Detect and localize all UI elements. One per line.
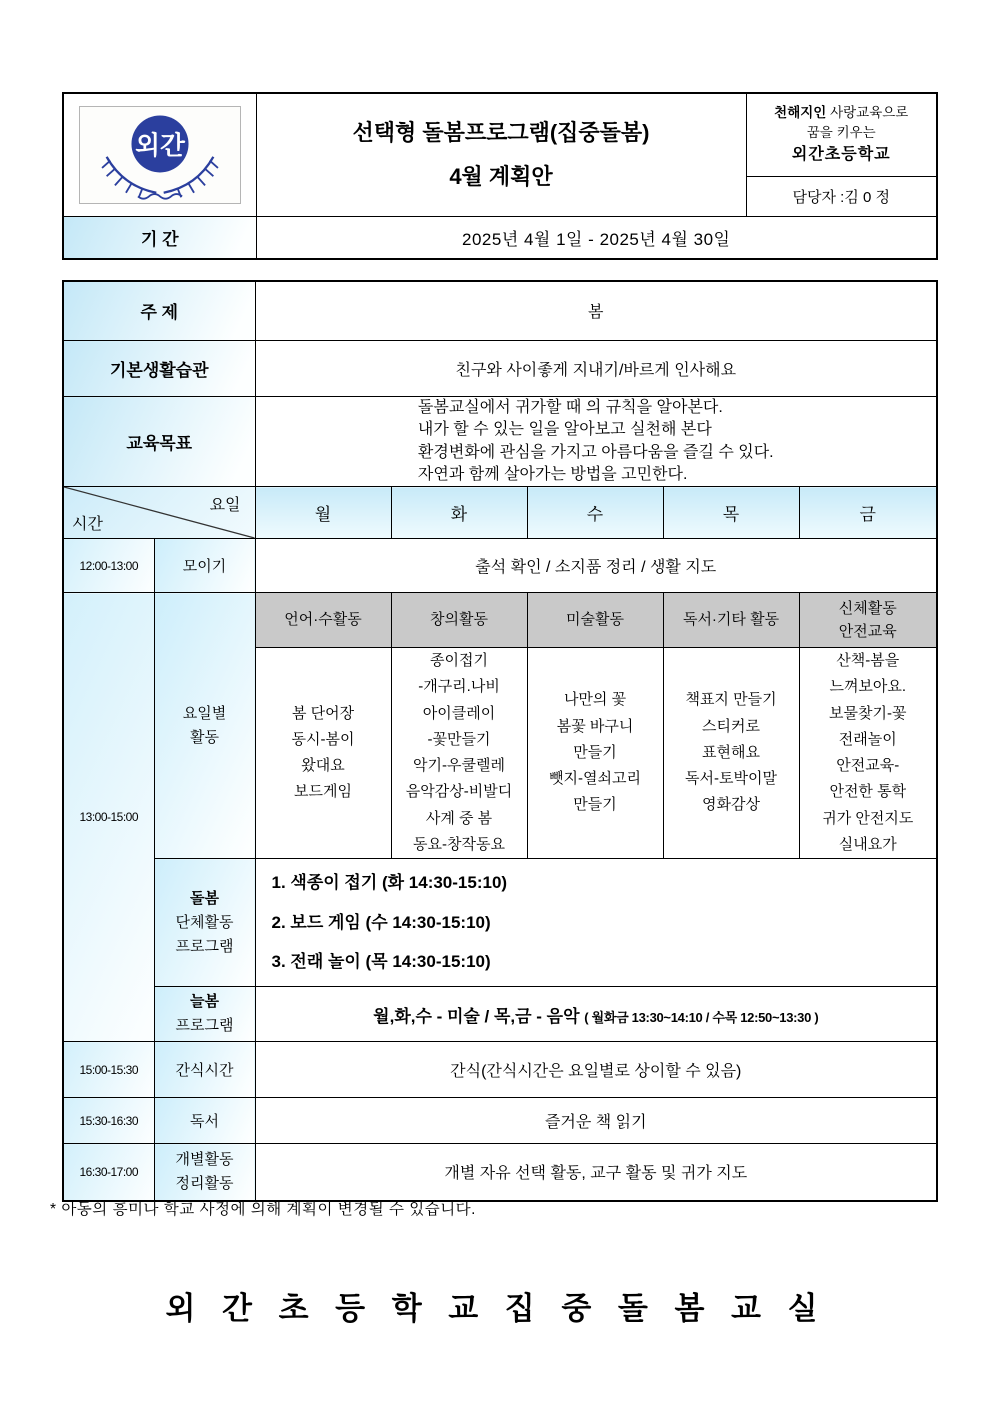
day-header-mon: 월 xyxy=(255,487,391,539)
document-title-line2: 4월 계획안 xyxy=(449,164,553,189)
header-table xyxy=(62,92,938,260)
school-motto xyxy=(747,94,937,177)
footnote: * 아동의 흥미나 학교 사정에 의해 계획이 변경될 수 있습니다. xyxy=(50,1201,476,1218)
motto-rest: 사랑교육으로 xyxy=(826,104,909,120)
day-header-row xyxy=(63,487,937,539)
reading-row xyxy=(63,1098,937,1144)
daily-content-mon: 봄 단어장 동시-봄이 왔대요 보드게임 xyxy=(255,648,391,859)
daily-content-wed: 나만의 꽃 봄꽃 바구니 만들기 뺏지-열쇠고리 만들기 xyxy=(527,648,663,859)
individual-time: 16:30-17:00 xyxy=(63,1144,154,1201)
reading-value: 즐거운 책 읽기 xyxy=(255,1098,937,1144)
individual-label: 개별활동 정리활동 xyxy=(154,1144,255,1201)
category-physical-safety: 신체활동 안전교육 xyxy=(799,593,937,648)
group-program-items xyxy=(255,859,937,987)
group-program-item-1: 1. 색종이 접기 (화 14:30-15:10) xyxy=(271,872,508,892)
neulbom-value xyxy=(255,987,937,1042)
habit-value: 친구와 사이좋게 지내기/바르게 인사해요 xyxy=(255,341,937,397)
corner-cell xyxy=(63,487,255,539)
document-page xyxy=(62,92,936,1202)
gathering-value: 출석 확인 / 소지품 정리 / 생활 지도 xyxy=(255,539,937,593)
goal-label: 교육목표 xyxy=(63,397,255,487)
day-header-tue: 화 xyxy=(391,487,527,539)
school-logo xyxy=(79,106,241,204)
theme-row xyxy=(63,281,937,341)
reading-label: 독서 xyxy=(154,1098,255,1144)
gathering-time: 12:00-13:00 xyxy=(63,539,154,593)
motto-line1 xyxy=(747,103,937,123)
group-program-row xyxy=(63,859,937,987)
group-program-label-bold: 돌봄 xyxy=(190,889,219,907)
theme-label: 주 제 xyxy=(63,281,255,341)
group-program-item-2: 2. 보드 게임 (수 14:30-15:10) xyxy=(271,912,491,932)
motto-line2: 꿈을 키우는 xyxy=(806,125,876,140)
goal-value xyxy=(255,397,937,487)
group-program-item-3: 3. 전래 놀이 (목 14:30-15:10) xyxy=(271,952,491,972)
logo-monogram-text: 외간 xyxy=(134,132,185,161)
snack-row xyxy=(63,1042,937,1098)
category-art: 미술활동 xyxy=(527,593,663,648)
daily-content-fri: 산책-봄을 느껴보아요. 보물찾기-꽃 전래놀이 안전교육- 안전한 통학 귀가 안전지도 실내요가 xyxy=(799,648,937,859)
gathering-label: 모이기 xyxy=(154,539,255,593)
theme-value: 봄 xyxy=(255,281,937,341)
category-creative: 창의활동 xyxy=(391,593,527,648)
habit-label: 기본생활습관 xyxy=(63,341,255,397)
group-program-label-rest: 단체활동 프로그램 xyxy=(175,913,234,955)
day-header-wed: 수 xyxy=(527,487,663,539)
period-label: 기 간 xyxy=(63,217,256,259)
period-value: 2025년 4월 1일 - 2025년 4월 30일 xyxy=(256,217,937,259)
habit-row xyxy=(63,341,937,397)
neulbom-label-bold: 늘봄 xyxy=(190,993,219,1010)
daily-content-thu: 책표지 만들기 스티커로 표현해요 독서-토박이말 영화감상 xyxy=(663,648,799,859)
neulbom-value-times: ( 월화금 13:30~14:10 / 수목 12:50~13:30 ) xyxy=(584,1009,819,1025)
snack-label: 간식시간 xyxy=(154,1042,255,1098)
manager-name: 담당자 :김 0 정 xyxy=(792,189,890,206)
reading-time: 15:30-16:30 xyxy=(63,1098,154,1144)
corner-time-label: 시간 xyxy=(72,516,103,533)
plan-table xyxy=(62,280,938,1202)
day-header-fri: 금 xyxy=(799,487,937,539)
motto-bold: 천해지인 xyxy=(774,104,827,120)
daily-activity-label: 요일별 활동 xyxy=(154,593,255,859)
school-logo-cell xyxy=(63,93,256,217)
neulbom-row xyxy=(63,987,937,1042)
daily-content-tue: 종이접기 -개구리.나비 아이클레이 -꽃만들기 악기-우쿨렐레 음악감상-비발디 사계 중 봄 동요-창작동요 xyxy=(391,648,527,859)
school-name: 외간초등학교 xyxy=(791,146,891,164)
neulbom-label xyxy=(154,987,255,1042)
classroom-big-title: 외 간 초 등 학 교 집 중 돌 봄 교 실 xyxy=(165,1291,827,1326)
snack-time: 15:00-15:30 xyxy=(63,1042,154,1098)
individual-value: 개별 자유 선택 활동, 교구 활동 및 귀가 지도 xyxy=(255,1144,937,1201)
corner-day-label: 요일 xyxy=(209,497,241,514)
category-reading-etc: 독서·기타 활동 xyxy=(663,593,799,648)
snack-value: 간식(간식시간은 요일별로 상이할 수 있음) xyxy=(255,1042,937,1098)
main-block-time: 13:00-15:00 xyxy=(63,593,154,1042)
document-title xyxy=(256,93,746,217)
individual-row xyxy=(63,1144,937,1201)
category-language-math: 언어·수활동 xyxy=(255,593,391,648)
goal-lines: 돌봄교실에서 귀가할 때 의 규칙을 알아본다. 내가 할 수 있는 일을 알아보고 실천해 본다 환경변화에 관심을 가지고 아름다움을 즐길 수 있다. 자연과 함께 살아가는 방법을 고민한다. xyxy=(417,399,774,483)
neulbom-label-rest: 프로그램 xyxy=(175,1017,234,1034)
school-emblem-icon xyxy=(85,109,235,201)
day-header-thu: 목 xyxy=(663,487,799,539)
document-title-line1: 선택형 돌봄프로그램(집중돌봄) xyxy=(352,120,650,145)
category-header-row xyxy=(63,593,937,648)
group-program-label xyxy=(154,859,255,987)
goal-row xyxy=(63,397,937,487)
neulbom-value-main: 월,화,수 - 미술 / 목,금 - 음악 xyxy=(373,1006,585,1026)
gathering-row xyxy=(63,539,937,593)
school-info-cell xyxy=(746,93,937,217)
